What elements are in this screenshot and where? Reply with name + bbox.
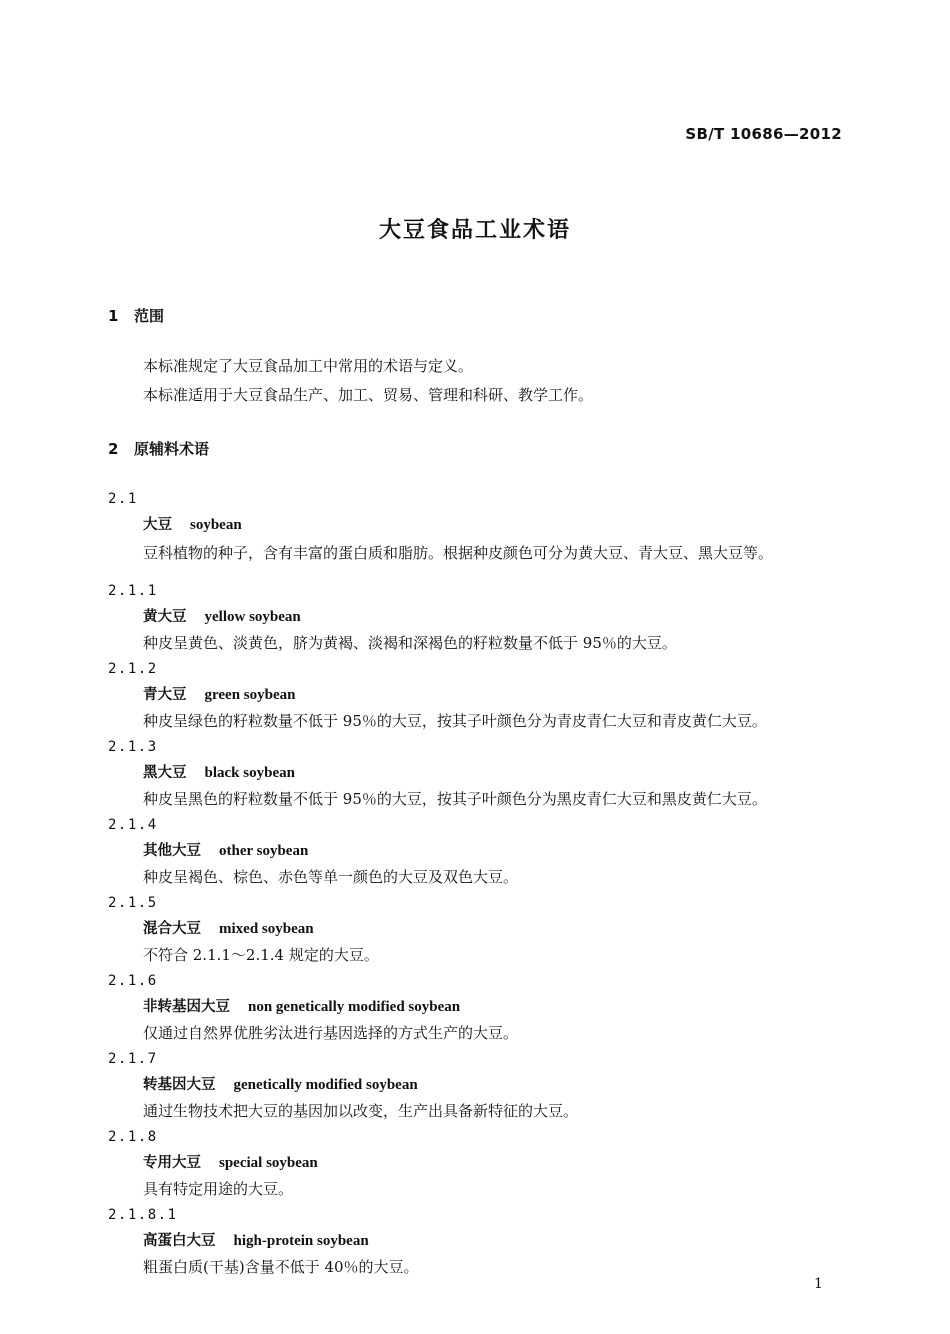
entry-number: 2.1.3 <box>108 739 158 755</box>
section-2-heading <box>108 438 209 459</box>
entry-number: 2.1.2 <box>108 661 158 677</box>
term-entry <box>0 968 950 1046</box>
term-chinese: 黄大豆 <box>143 609 187 625</box>
entry-number: 2.1.4 <box>108 817 158 833</box>
term-heading <box>143 1073 418 1097</box>
term-chinese: 青大豆 <box>143 687 187 703</box>
scope-paragraph: 本标准适用于大豆食品生产、加工、贸易、管理和科研、教学工作。 <box>143 386 594 404</box>
term-english: mixed soybean <box>219 921 314 937</box>
term-entry <box>0 656 950 734</box>
term-definition: 不符合 2.1.1～2.1.4 规定的大豆。 <box>143 946 379 964</box>
term-heading <box>143 839 308 863</box>
term-english: special soybean <box>219 1155 318 1171</box>
term-definition: 种皮呈黑色的籽粒数量不低于 95％的大豆，按其子叶颜色分为黑皮青仁大豆和黑皮黄仁大豆。 <box>143 790 767 808</box>
document-title: 大豆食品工业术语 <box>378 218 571 243</box>
term-english: genetically modified soybean <box>233 1077 418 1093</box>
page-number: 1 <box>814 1276 823 1292</box>
term-chinese: 高蛋白大豆 <box>143 1233 216 1249</box>
term-chinese: 非转基因大豆 <box>143 999 230 1015</box>
term-definition: 豆科植物的种子，含有丰富的蛋白质和脂肪。根据种皮颜色可分为黄大豆、青大豆、黑大豆等。 <box>143 544 774 562</box>
term-english: black soybean <box>204 765 295 781</box>
term-definition: 粗蛋白质(干基)含量不低于 40％的大豆。 <box>143 1258 419 1276</box>
entry-number: 2.1.5 <box>108 895 158 911</box>
term-entry <box>0 890 950 968</box>
entry-number: 2.1.1 <box>108 583 158 599</box>
entry-number: 2.1.8.1 <box>108 1207 178 1223</box>
entry-number: 2.1 <box>108 491 138 507</box>
term-english: other soybean <box>219 843 309 859</box>
term-heading <box>143 683 295 707</box>
entry-number: 2.1.7 <box>108 1051 158 1067</box>
term-heading <box>143 761 295 785</box>
term-heading <box>143 1151 318 1175</box>
term-entry <box>0 1202 950 1280</box>
term-definition: 种皮呈褐色、棕色、赤色等单一颜色的大豆及双色大豆。 <box>143 868 519 886</box>
term-chinese: 其他大豆 <box>143 843 201 859</box>
section-title: 范围 <box>134 307 165 325</box>
term-heading <box>143 605 301 629</box>
term-entry <box>0 1046 950 1124</box>
section-number: 2 <box>108 440 119 458</box>
term-entry <box>0 1124 950 1202</box>
term-heading <box>143 1229 369 1253</box>
term-english: green soybean <box>204 687 296 703</box>
term-heading <box>143 995 460 1019</box>
term-entry <box>0 812 950 890</box>
term-chinese: 黑大豆 <box>143 765 187 781</box>
term-chinese: 专用大豆 <box>143 1155 201 1171</box>
term-english: non genetically modified soybean <box>248 999 461 1015</box>
term-definition: 仅通过自然界优胜劣汰进行基因选择的方式生产的大豆。 <box>143 1024 519 1042</box>
term-entries <box>0 486 950 1280</box>
term-heading <box>143 917 314 941</box>
term-english: soybean <box>190 517 242 533</box>
term-entry <box>0 734 950 812</box>
term-entry <box>0 578 950 656</box>
term-heading <box>143 513 242 537</box>
term-chinese: 大豆 <box>143 517 172 533</box>
term-definition: 具有特定用途的大豆。 <box>143 1180 294 1198</box>
section-1-heading <box>108 305 164 326</box>
term-chinese: 转基因大豆 <box>143 1077 216 1093</box>
scope-paragraph: 本标准规定了大豆食品加工中常用的术语与定义。 <box>143 357 474 375</box>
section-title: 原辅料术语 <box>134 440 210 458</box>
section-number: 1 <box>108 307 119 325</box>
term-english: yellow soybean <box>204 609 301 625</box>
term-definition: 种皮呈绿色的籽粒数量不低于 95％的大豆，按其子叶颜色分为青皮青仁大豆和青皮黄仁大豆。 <box>143 712 767 730</box>
entry-number: 2.1.8 <box>108 1129 158 1145</box>
term-english: high-protein soybean <box>233 1233 369 1249</box>
term-chinese: 混合大豆 <box>143 921 201 937</box>
term-definition: 通过生物技术把大豆的基因加以改变，生产出具备新特征的大豆。 <box>143 1102 579 1120</box>
term-entry <box>0 486 950 578</box>
standard-code: SB/T 10686—2012 <box>685 125 842 143</box>
term-definition: 种皮呈黄色、淡黄色，脐为黄褐、淡褐和深褐色的籽粒数量不低于 95％的大豆。 <box>143 634 677 652</box>
entry-number: 2.1.6 <box>108 973 158 989</box>
